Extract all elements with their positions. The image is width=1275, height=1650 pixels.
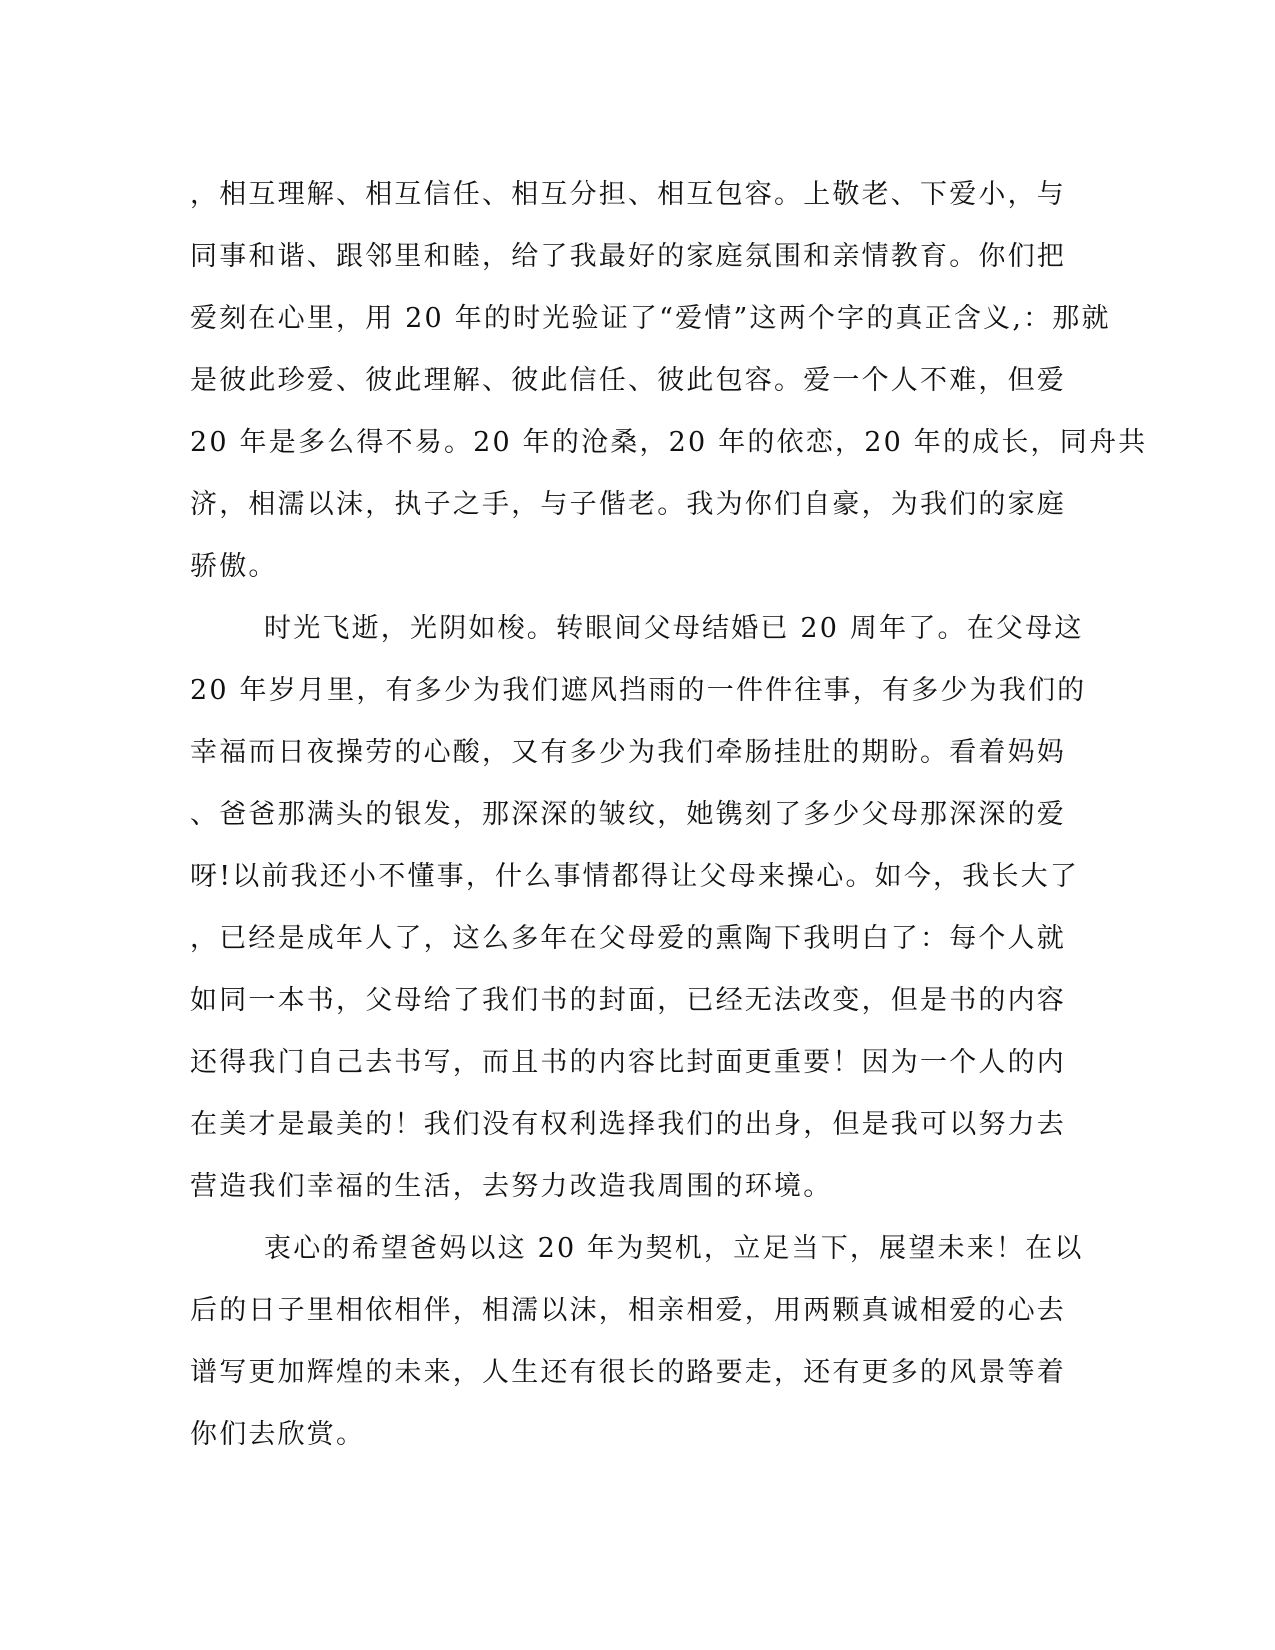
text-line: 是彼此珍爱、彼此理解、彼此信任、彼此包容。爱一个人不难，但爱: [190, 365, 1066, 396]
text-line: 呀!以前我还小不懂事，什么事情都得让父母来操心。如今，我长大了: [190, 861, 1080, 892]
text-line: 20 年岁月里，有多少为我们遮风挡雨的一件件往事，有多少为我们的: [190, 675, 1087, 706]
text-line: 20 年是多么得不易。20 年的沧桑，20 年的依恋，20 年的成长，同舟共: [190, 427, 1148, 458]
text-line: 还得我门自己去书写，而且书的内容比封面更重要！因为一个人的内: [190, 1047, 1066, 1078]
text-line: 骄傲。: [190, 551, 278, 582]
text-line: 在美才是最美的！我们没有权利选择我们的出身，但是我可以努力去: [190, 1109, 1066, 1140]
text-line: ，已经是成年人了，这么多年在父母爱的熏陶下我明白了：每个人就: [190, 923, 1066, 954]
text-line: 营造我们幸福的生活，去努力改造我周围的环境。: [190, 1171, 833, 1202]
paragraph-start-line: 衷心的希望爸妈以这 20 年为契机，立足当下，展望未来！在以: [264, 1233, 1084, 1264]
text-line: 幸福而日夜操劳的心酸，又有多少为我们牵肠挂肚的期盼。看着妈妈: [190, 737, 1066, 768]
text-line: 如同一本书，父母给了我们书的封面，已经无法改变，但是书的内容: [190, 985, 1066, 1016]
paragraph-start-line: 时光飞逝，光阴如梭。转眼间父母结婚已 20 周年了。在父母这: [264, 613, 1084, 644]
text-line: 爱刻在心里，用 20 年的时光验证了“爱情”这两个字的真正含义,：那就: [190, 303, 1111, 334]
text-line: ，相互理解、相互信任、相互分担、相互包容。上敬老、下爱小，与: [190, 179, 1066, 210]
text-line: 你们去欣赏。: [190, 1419, 366, 1450]
body-text: [190, 164, 1148, 1466]
text-line: 后的日子里相依相伴，相濡以沫，相亲相爱，用两颗真诚相爱的心去: [190, 1295, 1066, 1326]
text-line: 济，相濡以沫，执子之手，与子偕老。我为你们自豪，为我们的家庭: [190, 489, 1066, 520]
text-line: 谱写更加辉煌的未来，人生还有很长的路要走，还有更多的风景等着: [190, 1357, 1066, 1388]
text-line: 、爸爸那满头的银发，那深深的皱纹，她镌刻了多少父母那深深的爱: [190, 799, 1066, 830]
text-line: 同事和谐、跟邻里和睦，给了我最好的家庭氛围和亲情教育。你们把: [190, 241, 1066, 272]
